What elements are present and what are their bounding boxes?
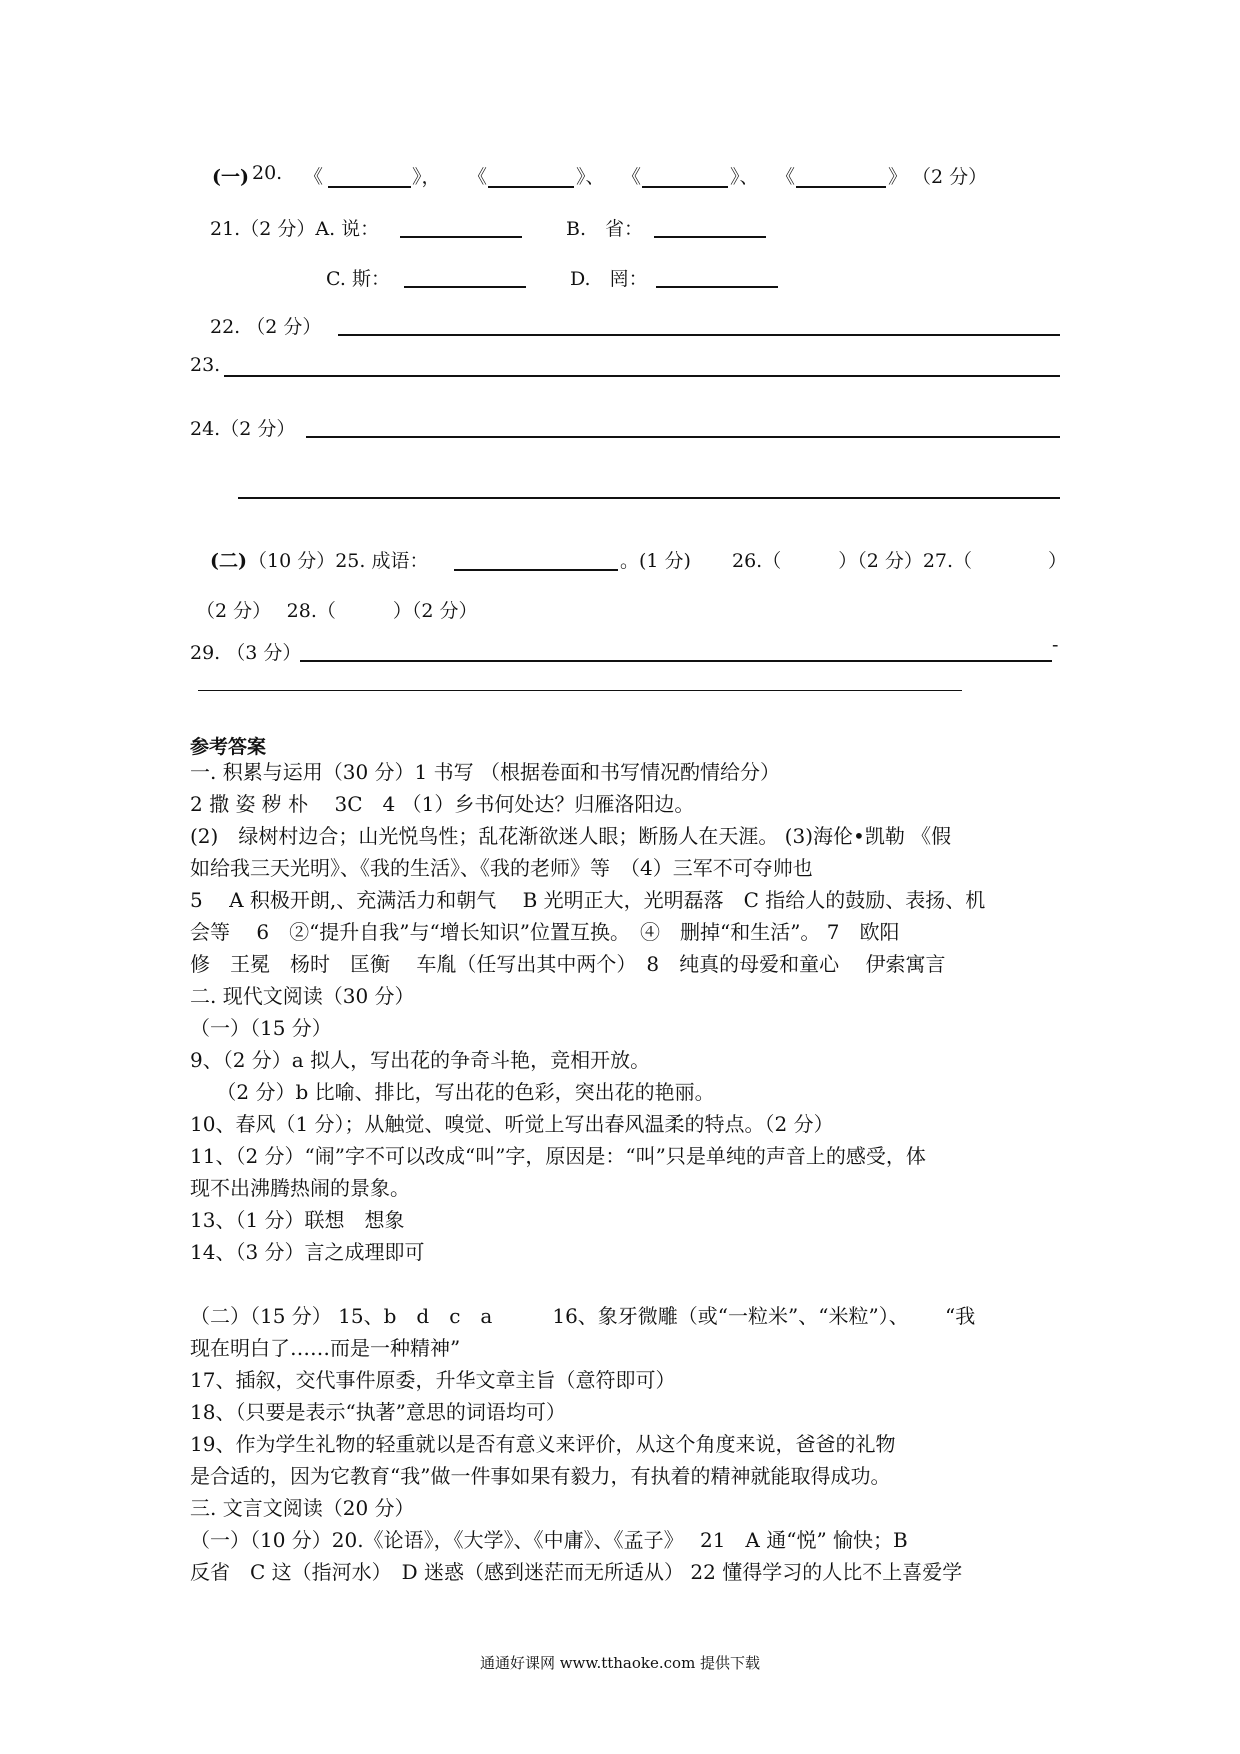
answer-line: 如给我三天光明》、《我的生活》、《我的老师》等 （4）三军不可夺帅也 [190, 856, 813, 880]
q20-close-4: 》 [888, 166, 908, 188]
answer-line: (2) 绿树村边合；山光悦鸟性；乱花渐欲迷人眼；断肠人在天涯。 (3)海伦•凯勒 《假 [190, 824, 952, 848]
q23-blank[interactable] [224, 375, 1060, 377]
answer-line: 是合适的，因为它教育“我”做一件事如果有毅力，有执着的精神就能取得成功。 [190, 1464, 891, 1488]
answer-line: 18、（只要是表示“执著”意思的词语均可） [190, 1400, 566, 1424]
q24-label: 24.（2 分） [190, 418, 296, 440]
section-2-label: (二) [210, 550, 247, 572]
q21-b-label: B. 省： [566, 218, 644, 240]
q21-a-label: 21.（2 分）A. 说： [210, 218, 380, 240]
answer-line: 5 A 积极开朗,、充满活力和朝气 B 光明正大，光明磊落 C 指给人的鼓励、表扬、机 [190, 888, 986, 912]
q21-b-blank[interactable] [654, 236, 766, 238]
q20-open-2: 《 [468, 166, 488, 188]
q26-27-label: 26.（ ）（2 分）27.（ ） [732, 550, 1068, 572]
q21-d-blank[interactable] [656, 286, 778, 288]
q21-a-blank[interactable] [400, 236, 522, 238]
q24-blank-1[interactable] [306, 436, 1060, 438]
q20-blank-2[interactable] [488, 186, 574, 188]
q21-d-label: D. 罔： [570, 268, 648, 290]
q20-close-2: 》、 [576, 166, 605, 188]
answer-line: （一）（15 分） [190, 1016, 332, 1040]
answer-line: 14、（3 分）言之成理即可 [190, 1240, 425, 1264]
q20-open-1: 《 [304, 166, 324, 188]
q20-blank-1[interactable] [328, 186, 411, 188]
q22-blank[interactable] [338, 334, 1060, 336]
q20-score: （2 分） [912, 166, 988, 188]
q22-label: 22. （2 分） [210, 316, 322, 338]
answer-line: 2 撒 姿 秽 朴 3C 4 （1）乡书何处达？归雁洛阳边。 [190, 792, 695, 816]
answer-line: 现不出沸腾热闹的景象。 [190, 1176, 410, 1200]
answer-line: 一. 积累与运用（30 分）1 书写 （根据卷面和书写情况酌情给分） [190, 760, 780, 784]
answer-line: （二）（15 分） 15、b d c a 16、象牙微雕（或“一粒米”、“米粒”）、 “我 [190, 1304, 976, 1328]
q29-label: 29. （3 分） [190, 642, 302, 664]
q20-blank-4[interactable] [796, 186, 886, 188]
page-footer: 通通好课网 www.tthaoke.com 提供下载 [479, 1654, 761, 1672]
answer-line: 13、（1 分）联想 想象 [190, 1208, 405, 1232]
answers-title: 参考答案 [190, 736, 267, 758]
section-divider [198, 690, 962, 691]
q20-open-4: 《 [776, 166, 796, 188]
answer-line: 9、（2 分）a 拟人，写出花的争奇斗艳，竞相开放。 [190, 1048, 651, 1072]
q25-label: （10 分）25. 成语： [248, 550, 429, 572]
q23-label: 23. [190, 354, 221, 376]
answer-line: 反省 C 这（指河水） D 迷惑（感到迷茫而无所适从） 22 懂得学习的人比不上喜爱学 [190, 1560, 963, 1584]
q20-close-1: 》， [412, 166, 441, 188]
answer-line: （2 分）b 比喻、排比，写出花的色彩，突出花的艳丽。 [190, 1080, 715, 1104]
answer-line: 三. 文言文阅读（20 分） [190, 1496, 415, 1520]
q29-blank[interactable] [300, 660, 1052, 662]
q21-c-blank[interactable] [404, 286, 526, 288]
q21-c-label: C. 斯： [326, 268, 390, 290]
answer-line: 11、（2 分）“闹”字不可以改成“叫”字，原因是：“叫”只是单纯的声音上的感受，体 [190, 1144, 926, 1168]
answer-line: 10、春风（1 分）；从触觉、嗅觉、听觉上写出春风温柔的特点。（2 分） [190, 1112, 834, 1136]
q20-open-3: 《 [622, 166, 642, 188]
answer-line: 现在明白了……而是一种精神” [190, 1336, 461, 1360]
answer-line: （一）（10 分）20.《论语》，《大学》、《中庸》、《孟子》 21 A 通“悦” 愉快；B [190, 1528, 908, 1552]
q20-blank-3[interactable] [642, 186, 728, 188]
q29-tail: - [1052, 634, 1059, 656]
answer-line: 19、作为学生礼物的轻重就以是否有意义来评价，从这个角度来说，爸爸的礼物 [190, 1432, 896, 1456]
q28-label: （2 分） 28.（ ）（2 分） [196, 600, 478, 622]
answer-line: 17、插叙，交代事件原委，升华文章主旨（意符即可） [190, 1368, 676, 1392]
q20-close-3: 》、 [730, 166, 759, 188]
q20-number: 20. [252, 162, 283, 184]
answer-line: 会等 6 ②“提升自我”与“增长知识”位置互换。 ④ 删掉“和生活”。 7 欧阳 [190, 920, 900, 944]
answer-line: 修 王冕 杨时 匡衡 车胤（任写出其中两个） 8 纯真的母爱和童心 伊索寓言 [190, 952, 946, 976]
section-1-label: (一) [212, 166, 249, 188]
q25-score: 。(1 分) [620, 550, 691, 572]
answer-line: 二. 现代文阅读（30 分） [190, 984, 415, 1008]
q25-blank[interactable] [454, 569, 618, 571]
q24-blank-2[interactable] [238, 497, 1060, 499]
